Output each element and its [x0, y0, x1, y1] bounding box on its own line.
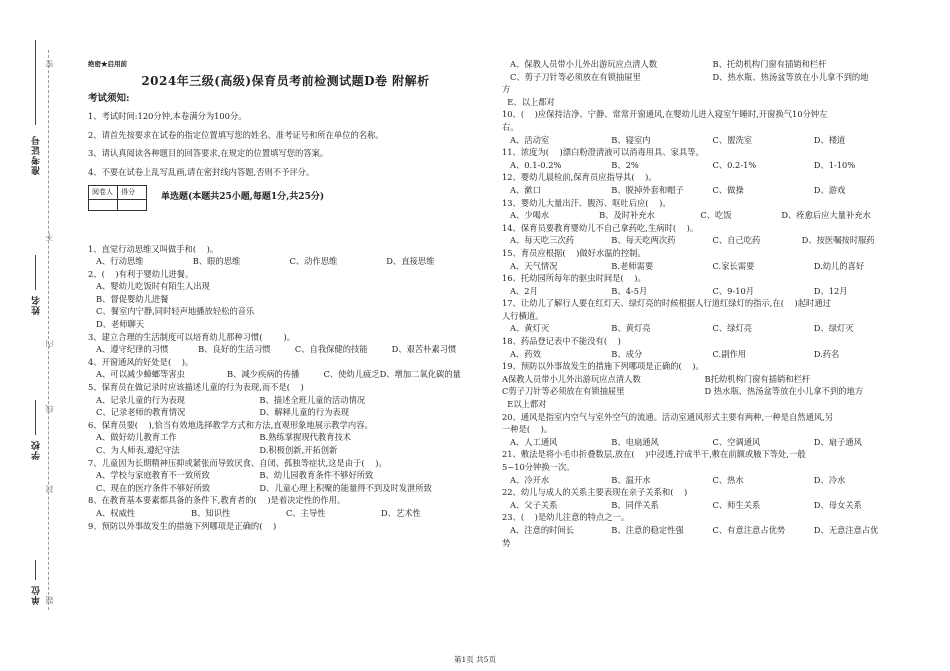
question-text: 势 — [502, 537, 511, 548]
option-row — [88, 507, 483, 520]
answer-option[interactable]: D、游戏 — [813, 184, 846, 195]
option-row — [502, 322, 917, 335]
notice-line: 1、考试时间:120分钟,本卷满分为100分。 — [88, 110, 247, 121]
answer-option[interactable]: D.幼儿的喜好 — [813, 260, 865, 271]
option-row — [502, 234, 917, 247]
question-text: 一种是( )。 — [502, 424, 553, 435]
question-text: 1、直觉行动思维又叫做手和( )。 — [88, 243, 219, 254]
question-text: 4、开窗通风的好处是( )。 — [88, 356, 194, 367]
question-text: 5~10分钟换一次。 — [502, 462, 575, 472]
answer-option[interactable]: A、保教人员带小儿外出游玩应点清人数 — [510, 59, 658, 69]
seal-char: 线 — [45, 405, 54, 413]
answer-option[interactable]: A、可以减少蟑螂等害虫 — [96, 369, 185, 380]
answer-option[interactable]: C、记录老师的教育情况 — [96, 407, 186, 418]
question-text: 11、浓度为( )漂白粉澄清液可以消毒用具、家具等。 — [502, 147, 704, 158]
answer-option[interactable]: D.积极创新,开拓创新 — [259, 445, 338, 455]
answer-option[interactable]: C.副作用 — [712, 348, 747, 359]
seal-line — [48, 50, 49, 610]
answer-option[interactable]: B、温开水 — [611, 474, 651, 485]
answer-option[interactable]: B、眼的思维 — [192, 256, 241, 267]
answer-option[interactable]: B、幼儿园教育条件不够好所致 — [259, 470, 374, 481]
question-text: 19、预防以外事故发生的措施下列哪项是正确的( )。 — [502, 361, 704, 372]
question-text: 10、( )应保持洁净、宁静、常常开窗通风,在婴幼儿进入寝室午睡时,开窗换气10分钟左 — [502, 109, 828, 120]
answer-option[interactable]: A保教人员带小儿外出游玩应点清人数 — [502, 373, 641, 384]
answer-option[interactable]: C、主导性 — [286, 507, 326, 518]
answer-option[interactable]: B、黄灯亮 — [611, 323, 651, 334]
answer-option[interactable]: C、使幼儿疲乏 — [323, 369, 380, 380]
page-footer: 第1页 共5页 — [454, 655, 496, 664]
option-row — [502, 58, 917, 71]
exam-title: 2024年三级(高级)保育员考前检测试题D卷 附解析 — [141, 73, 430, 88]
answer-option[interactable]: B、督促婴幼儿进餐 — [96, 293, 169, 304]
question-text: 人行横道。 — [502, 310, 544, 321]
section-heading: 单选题(本题共25小题,每题1分,共25分) — [161, 192, 325, 203]
notice-line: 4、不要在试卷上乱写乱画,请在密封线内答题,否则不予评分。 — [88, 167, 315, 178]
answer-option[interactable]: A、学校与家庭教育不一致所致 — [96, 470, 210, 481]
score-cell: 得分 — [118, 185, 147, 199]
option-row — [502, 499, 917, 512]
question-text: 右。 — [502, 121, 519, 132]
option-row — [88, 406, 483, 419]
question-text: 2、( )有利于婴幼儿进餐。 — [88, 268, 194, 279]
answer-option[interactable]: B.熟练掌握现代教育技术 — [259, 432, 352, 443]
answer-option[interactable]: B、每天吃两次药 — [611, 235, 676, 246]
answer-option[interactable]: C、师生关系 — [712, 499, 761, 510]
answer-option[interactable]: D、楼道 — [813, 134, 846, 145]
answer-option[interactable]: C、剪子刀针等必须放在有锁抽屉里 — [510, 71, 641, 82]
answer-option[interactable]: C、动作思维 — [289, 256, 338, 267]
answer-option[interactable]: A、漱口 — [510, 184, 541, 195]
answer-option[interactable]: D、热水瓶、热汤盆等放在小儿拿不到的地 — [712, 71, 869, 82]
answer-option[interactable]: D、母女关系 — [813, 499, 862, 510]
question-text: 7、儿童因为长期精神压抑或紧张而导致厌食、自闭、孤独等症状,这是由于( )。 — [88, 457, 387, 468]
answer-option[interactable]: B托幼机构门窗有插销和栏杆 — [704, 373, 811, 384]
answer-option[interactable]: B、同伴关系 — [611, 499, 659, 510]
answer-option[interactable]: D、无意注意占优 — [813, 524, 879, 535]
answer-option[interactable]: C、空调通风 — [712, 436, 761, 447]
question-text: 20、通风是指室内空气与室外空气的流通。活动室通风形式主要有两种,一种是自然通风,另 — [502, 411, 834, 422]
answer-option[interactable]: A、记录儿童的行为表现 — [96, 394, 185, 405]
question-text: 3、建立合理的生活制度可以培育幼儿那种习惯( )。 — [88, 331, 296, 342]
answer-option[interactable]: A、做好幼儿教育工作 — [96, 432, 177, 443]
option-row — [88, 482, 483, 495]
answer-option[interactable]: A、人工通风 — [510, 436, 558, 447]
option-row — [88, 394, 483, 407]
question-text: 23、( )是幼儿注意的特点之一。 — [502, 512, 630, 523]
option-row — [502, 71, 917, 84]
answer-option[interactable]: B、及时补充水 — [599, 210, 655, 221]
answer-option[interactable]: D、直接思维 — [386, 256, 435, 267]
name-field — [35, 255, 36, 290]
question-text: 15、育员应根据( )做好水温的控制。 — [502, 247, 646, 258]
answer-option[interactable]: C、餐室内宁静,同时轻声地播放轻松的音乐 — [96, 306, 255, 317]
seal-char: 内 — [45, 340, 54, 348]
answer-option[interactable]: B、4-5月 — [611, 285, 648, 296]
answer-option[interactable]: C、自我保健的技能 — [294, 344, 368, 355]
margin-label-name: 姓名 — [32, 295, 42, 315]
option-row — [502, 474, 917, 487]
option-row — [502, 285, 917, 298]
grader-input-cell[interactable] — [89, 199, 118, 210]
option-row — [502, 385, 917, 398]
answer-option[interactable]: A、注意的时间长 — [510, 524, 575, 535]
question-text: 13、婴幼儿大量出汗、腹泻、呕吐后应( )。 — [502, 197, 671, 208]
answer-option[interactable]: D、扇子通风 — [813, 436, 862, 447]
answer-option[interactable]: C.家长需要 — [712, 260, 755, 271]
question-text: 14、保育员要教育婴幼儿不自己拿药吃,生病时( )。 — [502, 222, 699, 233]
answer-option[interactable]: C、盥洗室 — [712, 134, 753, 145]
answer-option[interactable]: A、每天吃三次药 — [510, 235, 575, 246]
option-row — [88, 469, 483, 482]
answer-option[interactable]: B、托幼机构门窗有插销和栏杆 — [712, 59, 827, 69]
answer-option[interactable]: B、2% — [611, 159, 639, 170]
right-question-list — [502, 58, 917, 549]
answer-option[interactable]: B、成分 — [611, 348, 643, 359]
option-row — [502, 436, 917, 449]
answer-option[interactable]: C剪子刀针等必须放在有锁抽屉里 — [502, 386, 625, 397]
option-row — [502, 134, 917, 147]
answer-option[interactable]: D、12月 — [813, 285, 848, 296]
binding-margin — [0, 0, 75, 671]
answer-option[interactable]: D、按医嘱按时服药 — [801, 235, 875, 246]
seal-char: 密 — [45, 60, 54, 68]
answer-option[interactable]: D、解释儿童的行为表现 — [259, 407, 350, 418]
seal-char: 封 — [45, 485, 54, 493]
option-row — [88, 255, 483, 268]
unit-field — [35, 560, 36, 580]
answer-option[interactable]: A、药效 — [510, 348, 541, 359]
answer-option[interactable]: B、电扇通风 — [611, 436, 659, 447]
question-text: 16、托幼园所每年的驱虫时间是( )。 — [502, 273, 646, 284]
notice-line: 2、请首先按要求在试卷的指定位置填写您的姓名、准考证号和所在单位的名称。 — [88, 129, 384, 140]
question-text: 18、药品登记表中不能没有( ) — [502, 336, 621, 347]
question-text: 21、敷法是将小毛巾折叠数层,放在( )中浸透,拧成半干,敷在前额或腋下等处,一般 — [502, 449, 806, 460]
answer-option[interactable]: C、吃饭 — [700, 210, 732, 221]
option-row — [502, 159, 917, 172]
answer-option[interactable]: B.老师需要 — [611, 260, 654, 271]
answer-option[interactable]: A、婴幼儿吃饭时有陌生人出现 — [96, 281, 210, 292]
question-text: 12、婴幼儿晨检前,保育员应指导其( )。 — [502, 172, 657, 183]
answer-option[interactable]: C、0.2-1% — [712, 159, 757, 170]
margin-label-exam-number: 准考证号 — [32, 135, 42, 175]
answer-option[interactable]: B、寝室内 — [611, 134, 651, 145]
question-text: 方 — [502, 84, 511, 95]
answer-option[interactable]: C、做操 — [712, 184, 744, 195]
answer-option[interactable]: D、艺术性 — [381, 507, 421, 518]
school-field — [35, 400, 36, 435]
answer-option[interactable]: C、有意注意占优势 — [712, 524, 786, 535]
exam-number-field — [35, 40, 36, 125]
answer-option[interactable]: A、冷开水 — [510, 474, 550, 485]
option-row — [88, 343, 483, 356]
answer-option[interactable]: D、绿灯灭 — [813, 323, 854, 334]
answer-option[interactable]: C、自己吃药 — [712, 235, 761, 246]
answer-option[interactable]: D、1-10% — [813, 159, 856, 170]
score-input-cell[interactable] — [118, 199, 147, 210]
question-text: E、以上都对 — [502, 96, 555, 107]
answer-option[interactable]: D、儿童心理上积聚的能量得不到及时发泄所致 — [259, 482, 432, 493]
spacer — [88, 221, 483, 243]
answer-option[interactable]: D、增加二氧化碳的量 — [379, 369, 461, 380]
notice-line: 3、请认真阅读各种题目的回答要求,在规定的位置填写您的答案。 — [88, 148, 329, 159]
option-row — [502, 209, 917, 222]
answer-option[interactable]: A、少喝水 — [510, 210, 550, 221]
question-text: 22、幼儿与成人的关系主要表现在亲子关系和( ) — [502, 487, 688, 498]
answer-option[interactable]: A、父子关系 — [510, 499, 558, 510]
right-column — [502, 58, 917, 549]
question-text: 9、预防以外事故发生的措施下列哪项是正确的( ) — [88, 520, 277, 531]
answer-option[interactable]: C、为人师表,遵纪守法 — [96, 445, 180, 455]
score-area — [88, 185, 483, 211]
answer-option[interactable]: A、行动思维 — [96, 256, 144, 267]
answer-option[interactable]: B、脱掉外套和帽子 — [611, 184, 684, 195]
answer-option[interactable]: D、痊愈后应大量补充水 — [781, 210, 871, 221]
answer-option[interactable]: A、0.1-0.2% — [510, 159, 562, 170]
option-row — [502, 184, 917, 197]
option-row — [88, 444, 483, 457]
answer-option[interactable]: A、遵守纪律的习惯 — [96, 344, 169, 355]
answer-option[interactable]: D 热水瓶、热汤盆等放在小儿拿不到的地方 — [704, 386, 864, 397]
answer-option[interactable]: A、2月 — [510, 285, 538, 296]
answer-option[interactable]: B、描述全班儿童的活动情况 — [259, 394, 366, 405]
answer-option[interactable]: B、减少疾病的传播 — [226, 369, 300, 380]
answer-option[interactable]: C、热水 — [712, 474, 744, 485]
option-row — [502, 373, 917, 386]
option-row — [88, 368, 483, 381]
question-text: 8、在教育基本要素都具备的条件下,教育者的( )是着决定性的作用。 — [88, 495, 346, 506]
grader-cell: 阅卷人 — [89, 185, 118, 199]
answer-option[interactable]: C、现在的医疗条件不够好所致 — [96, 482, 211, 493]
margin-label-unit: 单位 — [32, 585, 42, 605]
question-text: 5、保育员在做记录时应该描述儿童的行为表现,而不是( ) — [88, 382, 304, 393]
answer-option[interactable]: D、老师聊天 — [96, 319, 145, 330]
question-text: 6、保育员要( ),恰当有效地选择教学方式和方法,直观形象地展示教学内容。 — [88, 419, 373, 430]
seal-char: 题 — [45, 596, 54, 604]
option-row — [502, 260, 917, 273]
secret-mark: 绝密★启用前 — [88, 60, 127, 68]
notice-heading: 考试须知: — [88, 93, 130, 105]
answer-option[interactable]: D.药名 — [813, 348, 840, 359]
left-column — [88, 58, 483, 532]
option-row — [502, 524, 917, 537]
question-text: E以上都对 — [502, 399, 547, 410]
answer-option[interactable]: C、绿灯亮 — [712, 323, 753, 334]
answer-option[interactable]: B、知识性 — [191, 507, 231, 518]
answer-option[interactable]: A、黄灯灭 — [510, 323, 550, 334]
option-row — [502, 348, 917, 361]
question-text: 17、让幼儿了解行人要在红灯天、绿灯亮的时候根据人行道红绿灯的指示,在( )起时通过 — [502, 298, 831, 309]
answer-option[interactable]: D、冷水 — [813, 474, 846, 485]
answer-option[interactable]: A、天气情况 — [510, 260, 558, 271]
score-table — [88, 185, 147, 211]
answer-option[interactable]: B、良好的生活习惯 — [198, 344, 271, 355]
answer-option[interactable]: D、艰苦朴素习惯 — [391, 344, 457, 355]
answer-option[interactable]: A、权威性 — [96, 507, 136, 518]
answer-option[interactable]: A、活动室 — [510, 134, 550, 145]
option-row — [88, 431, 483, 444]
answer-option[interactable]: C、9-10月 — [712, 285, 755, 296]
answer-option[interactable]: B、注意的稳定性强 — [611, 524, 684, 535]
left-question-list — [88, 243, 483, 533]
seal-char: 不 — [45, 233, 54, 241]
margin-label-school: 学校 — [32, 440, 42, 460]
